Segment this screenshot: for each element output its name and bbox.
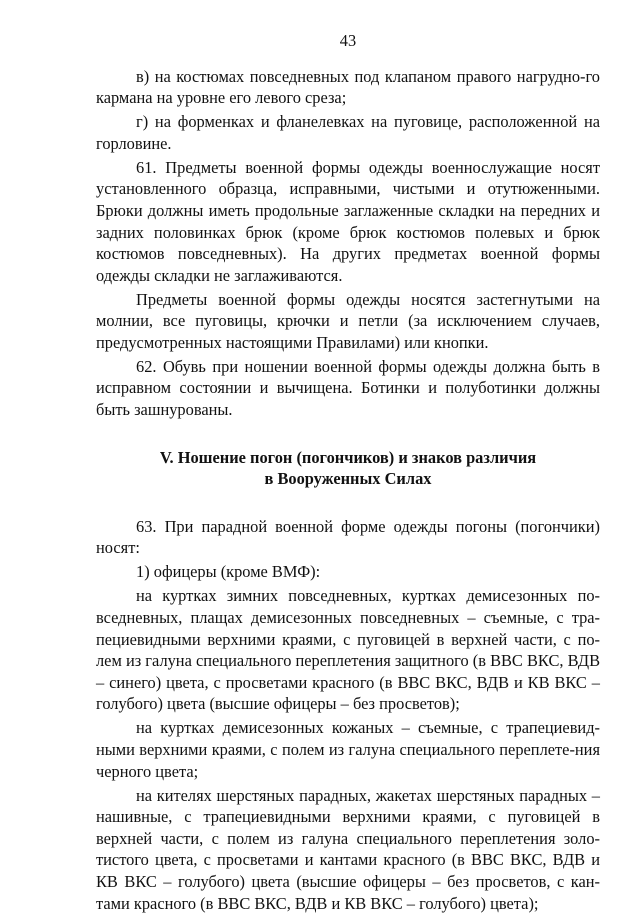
paragraph-62: 62. Обувь при ношении военной формы одежды должна быть в исправном состоянии и вычищена. Ботинки и полуботинки должны быть зашнурованы.: [96, 356, 600, 420]
paragraph-item-v: в) на костюмах повседневных под клапаном правого нагрудно-го кармана на уровне его левого среза;: [96, 66, 600, 108]
document-page: [96, 30, 600, 916]
paragraph-tunics: на кителях шерстяных парадных, жакетах шерстяных парадных – нашивные, с трапециевидными верхними краями, с пуговицей в верхней части, с полем из галуна специального переплетения золо-тистого цвета, с просветами и кантами красного (в ВВС ВКС, ВДВ и КВ ВКС – голубого) цвета (высшие офицеры – без просветов, с кан-тами красного (в ВВС ВКС, ВДВ и КВ ВКС – голубого) цвета);: [96, 785, 600, 913]
paragraph-leather-jackets: на куртках демисезонных кожаных – съемные, с трапециевид-ными верхними краями, с полем из галуна специального переплете-ния черного цвета;: [96, 718, 600, 781]
paragraph-item-g: г) на форменках и фланелевках на пуговице, расположенной на горловине.: [96, 112, 600, 153]
paragraph-fastening: Предметы военной формы одежды носятся застегнутыми на молнии, все пуговицы, крючки и петли (за исключением случаев, предусмотренных настоящими Правилами) или кнопки.: [96, 289, 600, 352]
page-number: 43: [339, 31, 357, 50]
section-title-line-1: V. Ношение погон (погончиков) и знаков различия: [159, 447, 537, 467]
paragraph-officers: 1) офицеры (кроме ВМФ):: [136, 562, 321, 582]
paragraph-winter-jackets: на куртках зимних повседневных, куртках демисезонных по-вседневных, плащах демисезонных повседневных – съемные, с тра-пециевидными верхними краями, с пуговицей в верхней части, с по-лем из галуна специального переплетения защитного (в ВВС ВКС, ВДВ – синего) цвета, с просветами красного (в ВВС ВКС, ВДВ и КВ ВКС – голубого) цвета (высшие офицеры – без просветов);: [96, 586, 600, 714]
section-title: [96, 447, 600, 490]
paragraph-63: 63. При парадной военной форме одежды погоны (погончики) носят:: [96, 516, 600, 558]
section-title-line-2: в Вооруженных Силах: [264, 469, 432, 489]
paragraph-61: 61. Предметы военной формы одежды военнослужащие носят установленного образца, исправными, чистыми и отутюженными. Брюки должны иметь продольные заглаженные складки на передних и задних половинках брюк (кроме брюк костюмов полевых и брюк костюмов повседневных). На других предметах военной формы одежды складки не заглаживаются.: [96, 157, 600, 285]
